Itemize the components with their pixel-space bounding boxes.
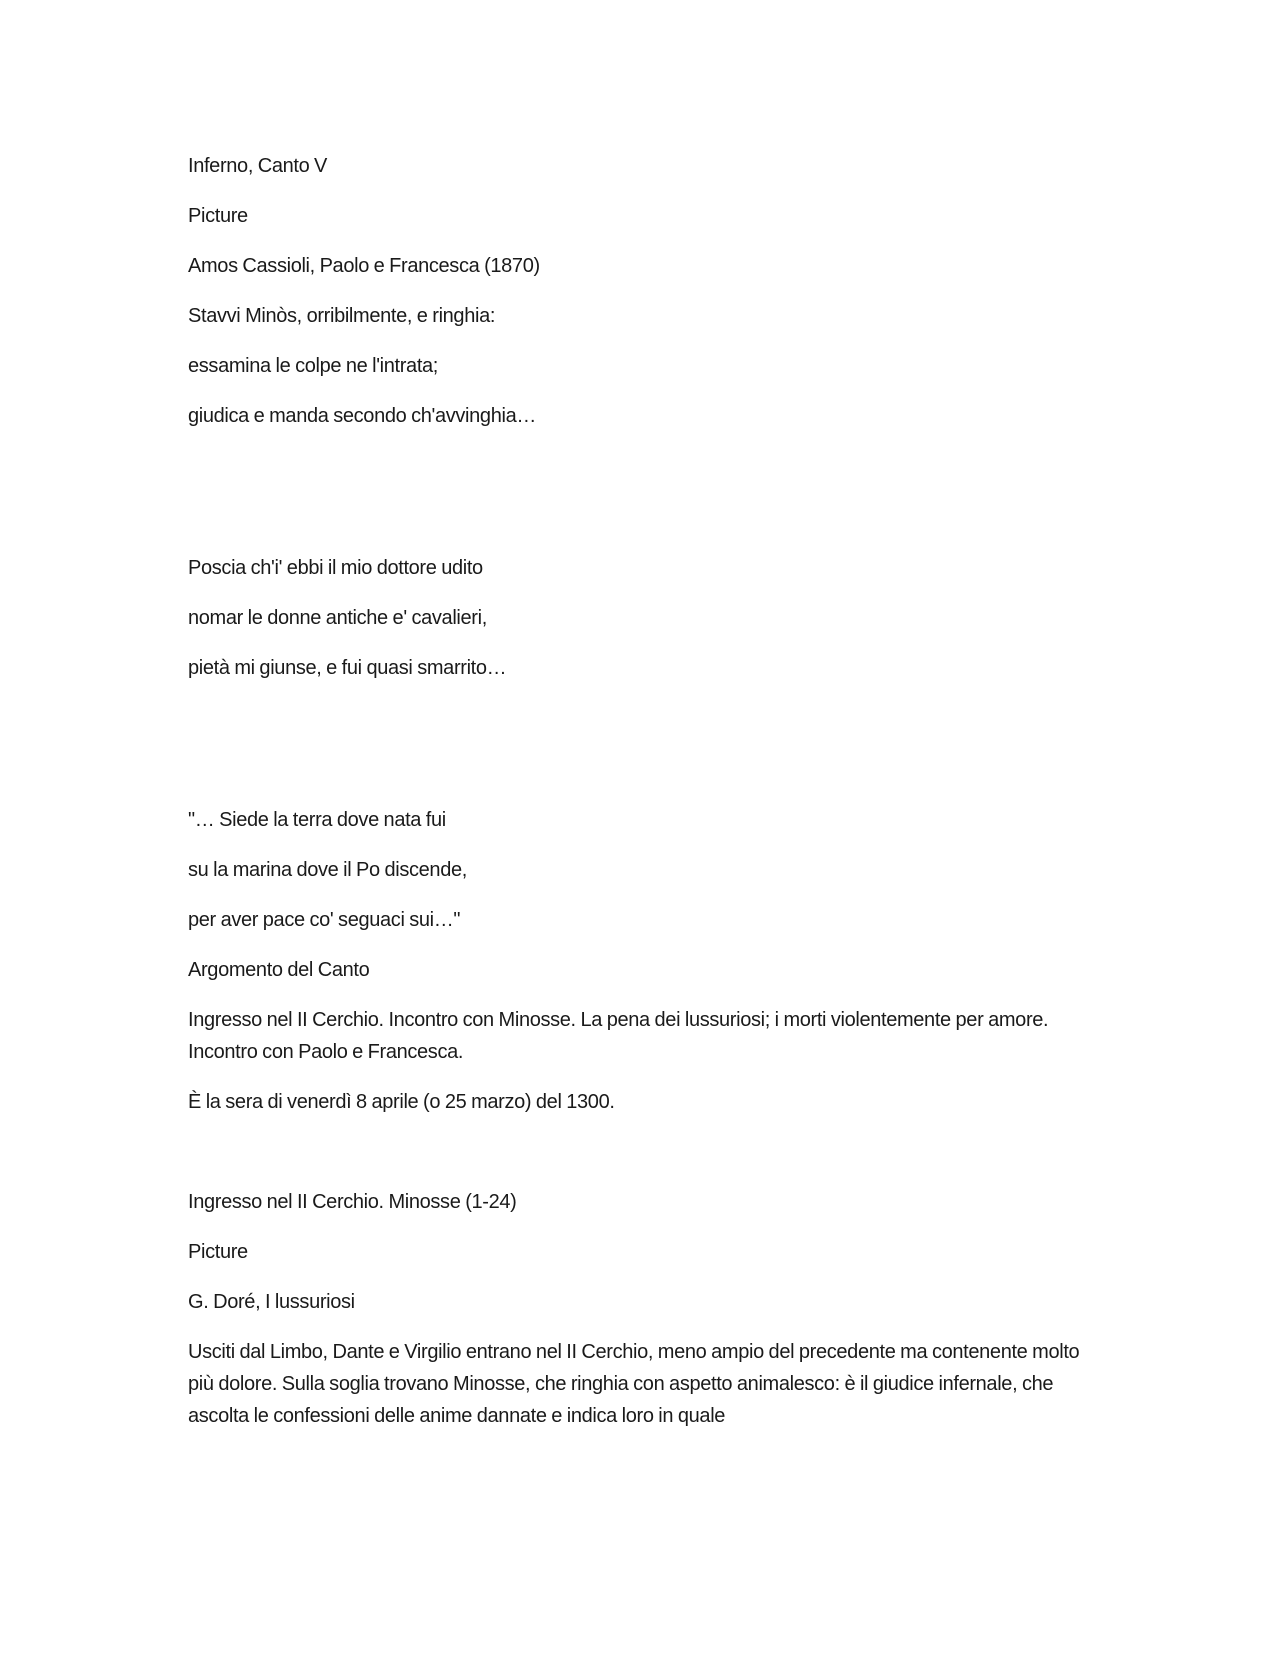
date-paragraph: È la sera di venerdì 8 aprile (o 25 marzo) del 1300.	[188, 1091, 615, 1113]
verse-line: Poscia ch'i' ebbi il mio dottore udito	[188, 557, 483, 579]
verse-line: nomar le donne antiche e' cavalieri,	[188, 607, 487, 629]
verse-line: essamina le colpe ne l'intrata;	[188, 355, 439, 377]
body-paragraph: Usciti dal Limbo, Dante e Virgilio entrano nel II Cerchio, meno ampio del precedente ma contenente molto più dolore. Sulla soglia trovano Minosse, che ringhia con aspetto animalesco: è il giudice infernale, che ascolta le confessioni delle anime dannate e indica loro in quale	[188, 1341, 1080, 1427]
verse-line: su la marina dove il Po discende,	[188, 859, 467, 881]
section-heading: Ingresso nel II Cerchio. Minosse (1-24)	[188, 1191, 517, 1213]
section-heading: Argomento del Canto	[188, 959, 370, 981]
picture-placeholder: Picture	[188, 205, 248, 227]
picture-placeholder: Picture	[188, 1241, 248, 1263]
image-caption: Amos Cassioli, Paolo e Francesca (1870)	[188, 255, 540, 277]
document-title: Inferno, Canto V	[188, 155, 328, 177]
summary-paragraph: Ingresso nel II Cerchio. Incontro con Minosse. La pena dei lussuriosi; i morti violentemente per amore. Incontro con Paolo e Francesca.	[188, 1009, 1049, 1063]
image-caption: G. Doré, I lussuriosi	[188, 1291, 355, 1313]
verse-line: "… Siede la terra dove nata fui	[188, 809, 446, 831]
verse-line: pietà mi giunse, e fui quasi smarrito…	[188, 657, 507, 679]
verse-line: per aver pace co' seguaci sui…"	[188, 909, 461, 931]
verse-line: Stavvi Minòs, orribilmente, e ringhia:	[188, 305, 496, 327]
verse-line: giudica e manda secondo ch'avvinghia…	[188, 405, 536, 427]
